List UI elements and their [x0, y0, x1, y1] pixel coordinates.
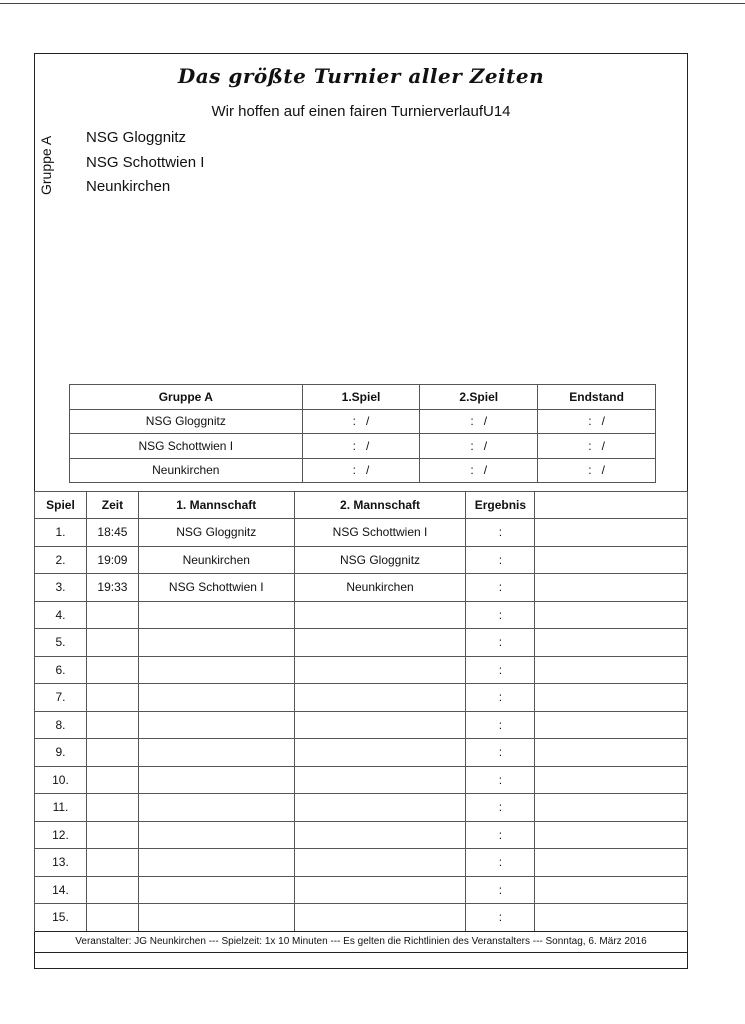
notes-cell	[535, 574, 688, 602]
schedule-row	[35, 794, 688, 822]
team2-cell	[294, 794, 466, 822]
organizer-footer: Veranstalter: JG Neunkirchen --- Spielzeit: 1x 10 Minuten --- Es gelten die Richtlinien des Veranstalters --- Sonntag, 6. März 2016	[35, 931, 687, 953]
game-number-cell: 12.	[35, 821, 87, 849]
notes-cell	[535, 739, 688, 767]
group-label: Gruppe A	[38, 135, 54, 195]
standings-row	[70, 409, 656, 434]
group-team: Neunkirchen	[86, 178, 171, 195]
schedule-row	[35, 849, 688, 877]
game-number-cell: 3.	[35, 574, 87, 602]
schedule-header-time: Zeit	[86, 492, 138, 519]
sheet-subtitle: Wir hoffen auf einen fairen TurnierverlaufU14	[211, 103, 511, 120]
standings-final-cell: : /	[538, 458, 656, 483]
schedule-row	[35, 629, 688, 657]
game-number-cell: 9.	[35, 739, 87, 767]
result-cell: :	[466, 739, 535, 767]
schedule-row	[35, 821, 688, 849]
notes-cell	[535, 876, 688, 904]
game-number-cell: 10.	[35, 766, 87, 794]
game-number-cell: 13.	[35, 849, 87, 877]
game-number-cell: 8.	[35, 711, 87, 739]
schedule-header-game: Spiel	[35, 492, 87, 519]
game-number-cell: 2.	[35, 546, 87, 574]
standings-header-game1: 1.Spiel	[302, 385, 420, 410]
game-time-cell: 18:45	[86, 519, 138, 547]
game-number-cell: 5.	[35, 629, 87, 657]
team2-cell	[294, 684, 466, 712]
team1-cell: NSG Schottwien I	[138, 574, 294, 602]
team2-cell	[294, 656, 466, 684]
team2-cell: Neunkirchen	[294, 574, 466, 602]
game-time-cell	[86, 684, 138, 712]
team1-cell	[138, 629, 294, 657]
standings-row	[70, 434, 656, 459]
team1-cell	[138, 821, 294, 849]
result-cell: :	[466, 656, 535, 684]
game-time-cell: 19:09	[86, 546, 138, 574]
team2-cell	[294, 849, 466, 877]
notes-cell	[535, 629, 688, 657]
standings-game1-cell: : /	[302, 409, 420, 434]
result-cell: :	[466, 849, 535, 877]
result-cell: :	[466, 601, 535, 629]
game-time-cell	[86, 629, 138, 657]
notes-cell	[535, 821, 688, 849]
standings-game2-cell: : /	[420, 434, 538, 459]
notes-cell	[535, 684, 688, 712]
standings-header-group: Gruppe A	[70, 385, 303, 410]
team2-cell	[294, 876, 466, 904]
top-rule	[0, 3, 745, 4]
team1-cell	[138, 904, 294, 932]
sheet-title: Das größte Turnier aller Zeiten	[177, 64, 545, 88]
schedule-header-result: Ergebnis	[466, 492, 535, 519]
game-number-cell: 6.	[35, 656, 87, 684]
team1-cell	[138, 684, 294, 712]
notes-cell	[535, 656, 688, 684]
notes-cell	[535, 601, 688, 629]
standings-game2-cell: : /	[420, 409, 538, 434]
schedule-row	[35, 766, 688, 794]
notes-cell	[535, 519, 688, 547]
standings-team-cell: NSG Gloggnitz	[70, 409, 303, 434]
standings-game1-cell: : /	[302, 458, 420, 483]
result-cell: :	[466, 574, 535, 602]
schedule-header-team1: 1. Mannschaft	[138, 492, 294, 519]
game-number-cell: 11.	[35, 794, 87, 822]
game-time-cell	[86, 794, 138, 822]
team1-cell: Neunkirchen	[138, 546, 294, 574]
game-time-cell	[86, 739, 138, 767]
game-time-cell	[86, 601, 138, 629]
standings-header-final: Endstand	[538, 385, 656, 410]
standings-team-cell: Neunkirchen	[70, 458, 303, 483]
schedule-row	[35, 876, 688, 904]
schedule-row	[35, 711, 688, 739]
game-time-cell	[86, 904, 138, 932]
schedule-header-team2: 2. Mannschaft	[294, 492, 466, 519]
team1-cell	[138, 656, 294, 684]
result-cell: :	[466, 546, 535, 574]
game-time-cell	[86, 711, 138, 739]
result-cell: :	[466, 684, 535, 712]
notes-cell	[535, 849, 688, 877]
game-number-cell: 7.	[35, 684, 87, 712]
schedule-row	[35, 601, 688, 629]
result-cell: :	[466, 821, 535, 849]
team1-cell	[138, 739, 294, 767]
standings-game2-cell: : /	[420, 458, 538, 483]
team2-cell	[294, 711, 466, 739]
standings-row	[70, 458, 656, 483]
standings-game1-cell: : /	[302, 434, 420, 459]
notes-cell	[535, 794, 688, 822]
team1-cell	[138, 601, 294, 629]
team2-cell	[294, 739, 466, 767]
standings-final-cell: : /	[538, 409, 656, 434]
schedule-header-row	[35, 492, 688, 519]
notes-cell	[535, 766, 688, 794]
result-cell: :	[466, 766, 535, 794]
game-number-cell: 15.	[35, 904, 87, 932]
team2-cell: NSG Schottwien I	[294, 519, 466, 547]
team1-cell: NSG Gloggnitz	[138, 519, 294, 547]
team2-cell	[294, 629, 466, 657]
notes-cell	[535, 711, 688, 739]
result-cell: :	[466, 904, 535, 932]
game-number-cell: 14.	[35, 876, 87, 904]
schedule-header-notes	[535, 492, 688, 519]
team2-cell	[294, 904, 466, 932]
standings-header-row	[70, 385, 656, 410]
game-time-cell	[86, 849, 138, 877]
schedule-row	[35, 656, 688, 684]
team2-cell	[294, 821, 466, 849]
result-cell: :	[466, 794, 535, 822]
standings-final-cell: : /	[538, 434, 656, 459]
team1-cell	[138, 766, 294, 794]
game-time-cell: 19:33	[86, 574, 138, 602]
schedule-table	[34, 491, 688, 932]
schedule-row	[35, 739, 688, 767]
team2-cell	[294, 766, 466, 794]
team1-cell	[138, 711, 294, 739]
game-time-cell	[86, 876, 138, 904]
result-cell: :	[466, 711, 535, 739]
schedule-row	[35, 904, 688, 932]
team2-cell: NSG Gloggnitz	[294, 546, 466, 574]
game-time-cell	[86, 821, 138, 849]
group-team-list	[86, 126, 204, 200]
tournament-sheet	[34, 53, 688, 969]
schedule-row	[35, 684, 688, 712]
result-cell: :	[466, 629, 535, 657]
team1-cell	[138, 849, 294, 877]
group-team: NSG Gloggnitz	[86, 129, 187, 146]
standings-table	[69, 384, 656, 483]
group-team: NSG Schottwien I	[86, 153, 205, 171]
result-cell: :	[466, 519, 535, 547]
game-time-cell	[86, 766, 138, 794]
team1-cell	[138, 794, 294, 822]
standings-team-cell: NSG Schottwien I	[70, 434, 303, 459]
schedule-row	[35, 546, 688, 574]
notes-cell	[535, 904, 688, 932]
standings-header-game2: 2.Spiel	[420, 385, 538, 410]
schedule-row	[35, 519, 688, 547]
notes-cell	[535, 546, 688, 574]
game-time-cell	[86, 656, 138, 684]
result-cell: :	[466, 876, 535, 904]
team2-cell	[294, 601, 466, 629]
game-number-cell: 4.	[35, 601, 87, 629]
team1-cell	[138, 876, 294, 904]
schedule-row	[35, 574, 688, 602]
game-number-cell: 1.	[35, 519, 87, 547]
